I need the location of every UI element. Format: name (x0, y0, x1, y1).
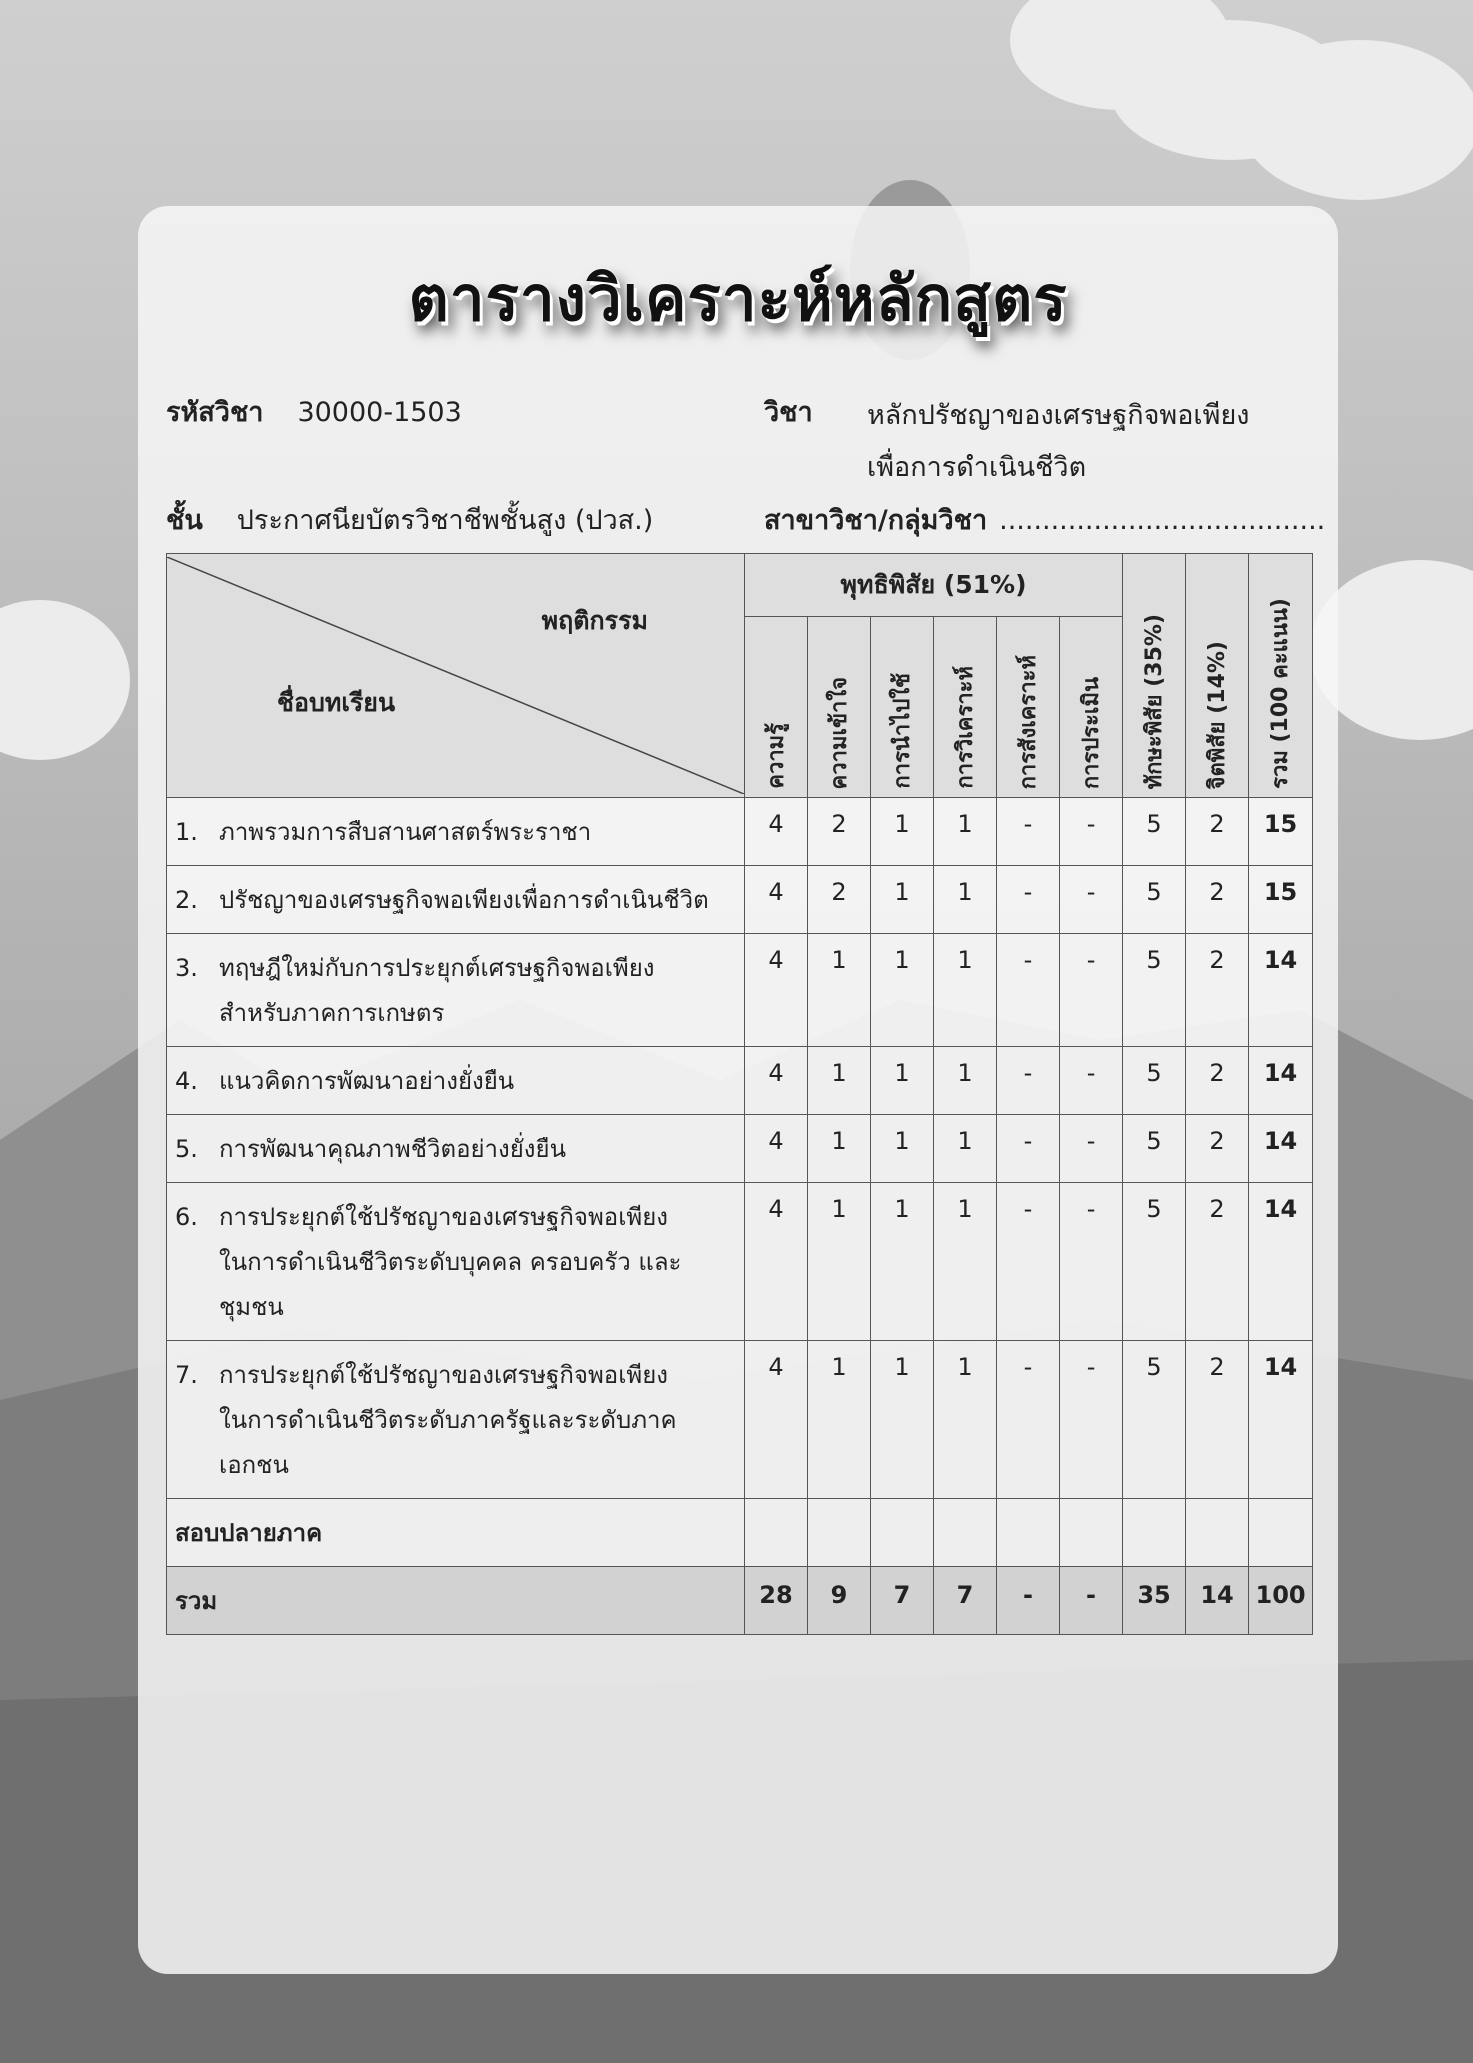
col-analysis-header: การวิเคราะห์ (934, 617, 997, 798)
score-cell: 5 (1123, 866, 1186, 934)
score-cell: - (1060, 1047, 1123, 1115)
score-cell: 5 (1123, 798, 1186, 866)
score-cell: 4 (745, 798, 808, 866)
cognitive-group-header: พุทธิพิสัย (51%) (745, 554, 1123, 617)
branch-label: สาขาวิชา/กลุ่มวิชา (764, 505, 988, 536)
score-cell: 14 (1249, 1047, 1313, 1115)
score-cell: - (997, 798, 1060, 866)
score-cell: 1 (934, 866, 997, 934)
col-evaluation-header: การประเมิน (1060, 617, 1123, 798)
total-row: รวม 28 9 7 7 - - 35 14 100 (167, 1567, 1313, 1635)
diagonal-header-cell (167, 554, 745, 798)
lesson-name-header: ชื่อบทเรียน (277, 688, 396, 717)
score-cell: - (997, 1341, 1060, 1499)
table-row (167, 1047, 1313, 1115)
score-cell: 5 (1123, 1183, 1186, 1341)
skill-header: ทักษะพิสัย (35%) (1123, 554, 1186, 798)
table-row (167, 1183, 1313, 1341)
score-cell: - (997, 1183, 1060, 1341)
score-cell: 14 (1249, 1115, 1313, 1183)
score-cell: 1 (934, 798, 997, 866)
score-cell: 2 (1186, 1183, 1249, 1341)
course-code-value: 30000-1503 (297, 397, 462, 428)
col-comprehension-header: ความเข้าใจ (808, 617, 871, 798)
course-code-label: รหัสวิชา (166, 397, 264, 428)
score-cell: - (997, 866, 1060, 934)
total-score-header: รวม (100 คะแนน) (1249, 554, 1313, 798)
score-cell: - (1060, 1341, 1123, 1499)
lesson-title: 4. แนวคิดการพัฒนาอย่างยั่งยืน (167, 1047, 745, 1115)
score-cell: 1 (871, 1183, 934, 1341)
score-cell: 2 (1186, 866, 1249, 934)
level (166, 498, 653, 541)
curriculum-analysis-table (166, 553, 1313, 1635)
table-row (167, 1115, 1313, 1183)
lesson-title: 5. การพัฒนาคุณภาพชีวิตอย่างยั่งยืน (167, 1115, 745, 1183)
score-cell: - (1060, 866, 1123, 934)
score-cell: - (1060, 1183, 1123, 1341)
score-cell: 4 (745, 1047, 808, 1115)
score-cell: - (1060, 1115, 1123, 1183)
score-cell: 1 (871, 798, 934, 866)
score-cell: 1 (934, 1341, 997, 1499)
table-row (167, 866, 1313, 934)
score-cell: 2 (1186, 934, 1249, 1047)
level-label: ชั้น (166, 505, 203, 536)
score-cell: 15 (1249, 798, 1313, 866)
score-cell: 4 (745, 1115, 808, 1183)
score-cell: 4 (745, 866, 808, 934)
score-cell: 15 (1249, 866, 1313, 934)
score-cell: 4 (745, 1341, 808, 1499)
score-cell: 2 (1186, 798, 1249, 866)
lesson-title: 1. ภาพรวมการสืบสานศาสตร์พระราชา (167, 798, 745, 866)
table-row (167, 1341, 1313, 1499)
subject-name: หลักปรัชญาของเศรษฐกิจพอเพียง เพื่อการดำเนินชีวิต (867, 400, 1250, 483)
score-cell: 2 (808, 866, 871, 934)
table-row (167, 934, 1313, 1047)
score-cell: 14 (1249, 1183, 1313, 1341)
score-cell: 5 (1123, 934, 1186, 1047)
score-cell: 14 (1249, 934, 1313, 1047)
lesson-title: 2. ปรัชญาของเศรษฐกิจพอเพียงเพื่อการดำเนินชีวิต (167, 866, 745, 934)
lesson-title: 6. การประยุกต์ใช้ปรัชญาของเศรษฐกิจพอเพียง ในการดำเนินชีวิตระดับบุคคล ครอบครัว และชุมชน (167, 1183, 745, 1341)
score-cell: 4 (745, 934, 808, 1047)
score-cell: 2 (1186, 1341, 1249, 1499)
score-cell: 2 (1186, 1047, 1249, 1115)
score-cell: 1 (934, 1183, 997, 1341)
score-cell: - (997, 934, 1060, 1047)
score-cell: - (997, 1115, 1060, 1183)
score-cell: 1 (808, 1047, 871, 1115)
lesson-title: 3. ทฤษฎีใหม่กับการประยุกต์เศรษฐกิจพอเพียง สำหรับภาคการเกษตร (167, 934, 745, 1047)
score-cell: 1 (871, 866, 934, 934)
score-cell: - (1060, 798, 1123, 866)
score-cell: 1 (871, 1047, 934, 1115)
page-title: ตารางวิเคราะห์หลักสูตร (408, 262, 1068, 335)
score-cell: 1 (934, 934, 997, 1047)
attitude-header: จิตพิสัย (14%) (1186, 554, 1249, 798)
table-row (167, 798, 1313, 866)
col-knowledge-header: ความรู้ (745, 617, 808, 798)
score-cell: 1 (934, 1047, 997, 1115)
subject-label: วิชา (764, 397, 813, 428)
score-cell: 1 (808, 934, 871, 1047)
col-application-header: การนำไปใช้ (871, 617, 934, 798)
score-cell: 5 (1123, 1341, 1186, 1499)
score-cell: 1 (808, 1341, 871, 1499)
score-cell: - (997, 1047, 1060, 1115)
behavior-header: พฤติกรรม (541, 606, 648, 635)
level-value: ประกาศนียบัตรวิชาชีพชั้นสูง (ปวส.) (236, 505, 654, 536)
score-cell: 5 (1123, 1047, 1186, 1115)
lesson-title: 7. การประยุกต์ใช้ปรัชญาของเศรษฐกิจพอเพียง ในการดำเนินชีวิตระดับภาครัฐและระดับภาคเอกชน (167, 1341, 745, 1499)
score-cell: 1 (871, 1341, 934, 1499)
col-synthesis-header: การสังเคราะห์ (997, 617, 1060, 798)
course-code (166, 390, 462, 433)
branch-value: ...................................... (999, 505, 1326, 536)
score-cell: 5 (1123, 1115, 1186, 1183)
score-cell: 1 (871, 1115, 934, 1183)
score-cell: 1 (808, 1115, 871, 1183)
score-cell: 14 (1249, 1341, 1313, 1499)
score-cell: 1 (934, 1115, 997, 1183)
curriculum-card (138, 206, 1338, 1974)
score-cell: 4 (745, 1183, 808, 1341)
score-cell: 1 (871, 934, 934, 1047)
score-cell: - (1060, 934, 1123, 1047)
final-exam-row: สอบปลายภาค (167, 1499, 1313, 1567)
branch (764, 498, 1325, 541)
score-cell: 2 (808, 798, 871, 866)
score-cell: 1 (808, 1183, 871, 1341)
score-cell: 2 (1186, 1115, 1249, 1183)
